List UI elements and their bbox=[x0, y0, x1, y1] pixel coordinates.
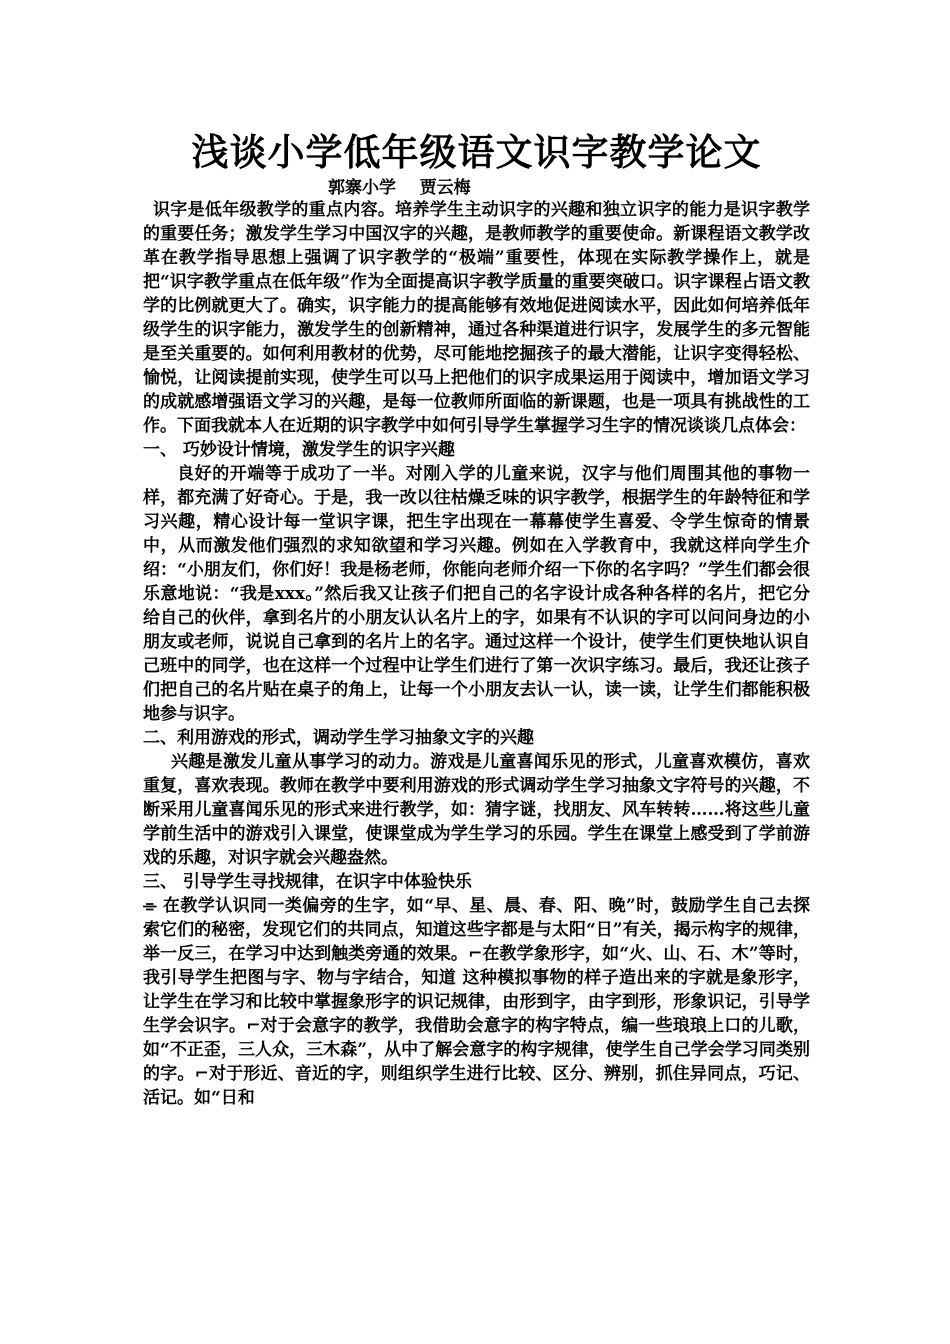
section-3-heading: 三、 引导学生寻找规律，在识字中体验快乐 bbox=[143, 872, 472, 892]
intro-paragraph: 识字是低年级教学的重点内容。培养学生主动识字的兴趣和独立识字的能力是识字教学的重要任务；激发学生学习中国汉字的兴趣，是教师教学的重要使命。新课程语文教学改革在教学指导思想上强调了识字教学的“极端”重要性，体现在实际教学操作上，就是把“识字教学重点在低年级”作为全面提高识字教学质量的重要突破口。识字课程占语文教学的比例就更大了。确实，识字能力的提高能够有效地促进阅读水平，因此如何培养低年级学生的识字能力，激发学生的创新精神，通过各种渠道进行识字，发展学生的多元智能是至关重要的。如何利用教材的优势，尽可能地挖掘孩子的最大潜能，让识字变得轻松、愉悦，让阅读提前实现，使学生可以马上把他们的识字成果运用于阅读中，增加语文学习的成就感增强语文学习的兴趣，是每一位教师所面临的新课题，也是一项具有挑战性的工作。下面我就本人在近期的识字教学中如何引导学生掌握学习生字的情况谈谈几点体会： bbox=[143, 200, 810, 436]
section-2-heading: 二、利用游戏的形式，调动学生学习抽象文字的兴趣 bbox=[143, 728, 534, 748]
section-2-paragraph: 兴趣是激发儿童从事学习的动力。游戏是儿童喜闻乐见的形式，儿童喜欢模仿，喜欢重复，喜欢表现。教师在教学中要利用游戏的形式调动学生学习抽象文字符号的兴趣，不断采用儿童喜闻乐见的形式来进行教学，如：猜字谜，找朋友、风车转转……将这些儿童学前生活中的游戏引入课堂，使课堂成为学生学习的乐园。学生在课堂上感受到了学前游戏的乐趣，对识字就会兴趣盎然。 bbox=[143, 752, 810, 868]
section-3-paragraph: ⌯ 在教学认识同一类偏旁的生字，如“早、星、晨、春、阳、晚”时，鼓励学生自己去探索它们的秘密，发现它们的共同点，知道这些字都是与太阳“日”有关，揭示构字的规律，举一反三，在学习中达到触类旁通的效果。⌐在教学象形字，如“火、山、石、木”等时，我引导学生把图与字、物与字结合，知道 这种模拟事物的样子造出来的字就是象形字，让学生在学习和比较中掌握象形字的识记规律，由形到字，由字到形，形象识记，引导学生学会识字。⌐对于会意字的教学，我借助会意字的构字特点，编一些琅琅上口的儿歌，如“不正歪，三人众，三木森”，从中了解会意字的构字规律，使学生自己学会学习同类别的字。⌐对于形近、音近的字，则组织学生进行比较、区分、辨别，抓住异同点，巧记、活记。如“日和 bbox=[143, 896, 810, 1108]
section-1-paragraph: 良好的开端等于成功了一半。对刚入学的儿童来说，汉字与他们周围其他的事物一样，都充满了好奇心。于是，我一改以往枯燥乏味的识字教学，根据学生的年龄特征和学习兴趣，精心设计每一堂识字课，把生字出现在一幕幕使学生喜爱、令学生惊奇的情景中，从而激发他们强烈的求知欲望和学习兴趣。例如在入学教育中，我就这样向学生介绍：“小朋友们，你们好！我是杨老师，你能向老师介绍一下你的名字吗？”学生们都会很乐意地说：“我是xxx。”然后我又让孩子们把自己的名字设计成各种各样的名片，把它分给自己的伙伴，拿到名片的小朋友认认名片上的字，如果有不认识的字可以问问身边的小朋友或老师，说说自己拿到的名片上的名字。通过这样一个设计，使学生们更快地认识自己班中的同学，也在这样一个过程中让学生们进行了第一次识字练习。最后，我还让孩子们把自己的名片贴在桌子的角上，让每一个小朋友去认一认，读一读，让学生们都能积极地参与识字。 bbox=[143, 464, 810, 724]
author-line: 郭寨小学 贾云梅 bbox=[328, 178, 471, 198]
document-title: 浅谈小学低年级语文识字教学论文 bbox=[191, 130, 762, 174]
section-1-heading: 一、 巧妙设计情境，激发学生的识字兴趣 bbox=[143, 440, 455, 460]
document-page bbox=[143, 126, 810, 1110]
